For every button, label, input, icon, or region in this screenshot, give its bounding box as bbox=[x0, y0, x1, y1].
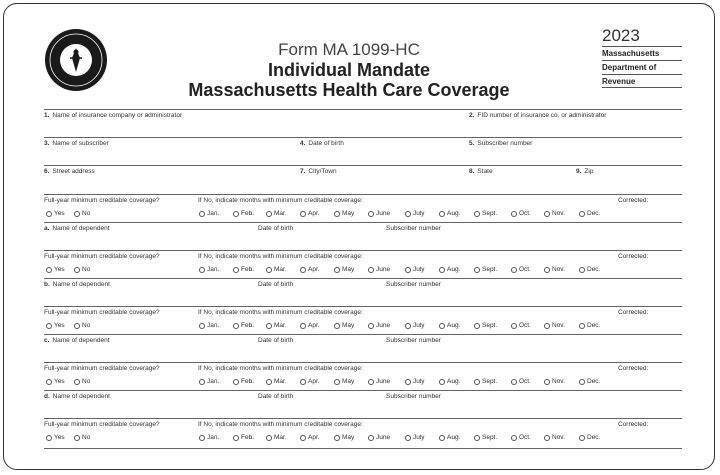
radio-circle-icon bbox=[233, 435, 239, 441]
option-label: Yes bbox=[54, 434, 65, 441]
option-label: Jan. bbox=[207, 434, 220, 441]
option-label: Yes bbox=[54, 210, 65, 217]
month-radio[interactable] bbox=[266, 210, 287, 217]
divider bbox=[44, 194, 682, 195]
dependent-dob-field[interactable]: Date of birth bbox=[258, 337, 294, 344]
radio-circle-icon bbox=[334, 323, 340, 329]
full-year-no-radio[interactable] bbox=[74, 210, 90, 217]
radio-circle-icon bbox=[334, 211, 340, 217]
option-label: Aug. bbox=[447, 322, 461, 329]
month-radio[interactable] bbox=[300, 378, 320, 385]
month-radio[interactable] bbox=[266, 434, 287, 441]
option-label: Mar. bbox=[274, 378, 287, 385]
option-label: Feb. bbox=[241, 210, 255, 217]
corrected-label[interactable]: Corrected: bbox=[618, 365, 649, 372]
divider bbox=[44, 362, 682, 363]
month-radio[interactable] bbox=[300, 210, 320, 217]
option-label: Nov. bbox=[552, 266, 565, 273]
dependent-subscriber-number-field[interactable]: Subscriber number bbox=[386, 281, 441, 288]
corrected-label[interactable]: Corrected: bbox=[618, 421, 649, 428]
full-year-yes-radio[interactable] bbox=[46, 210, 65, 217]
radio-circle-icon bbox=[300, 323, 306, 329]
month-radio[interactable] bbox=[233, 434, 254, 441]
months-prompt: If No, indicate months with minimum creditable coverage: bbox=[198, 197, 363, 204]
divider bbox=[44, 250, 682, 251]
month-radio[interactable] bbox=[300, 266, 320, 273]
option-label: Oct. bbox=[519, 266, 531, 273]
full-year-no-radio[interactable] bbox=[74, 266, 90, 273]
divider bbox=[44, 165, 682, 166]
radio-circle-icon bbox=[405, 435, 411, 441]
month-radio[interactable] bbox=[474, 322, 497, 329]
radio-circle-icon bbox=[74, 435, 80, 441]
month-radio[interactable] bbox=[544, 434, 565, 441]
radio-circle-icon bbox=[474, 211, 480, 217]
full-year-question: Full-year minimum creditable coverage? bbox=[44, 365, 160, 372]
month-radio[interactable] bbox=[544, 266, 565, 273]
department-line: Department of bbox=[602, 60, 682, 73]
month-radio[interactable] bbox=[439, 378, 460, 385]
radio-circle-icon bbox=[439, 379, 445, 385]
radio-circle-icon bbox=[74, 379, 80, 385]
option-label: Apr. bbox=[308, 266, 320, 273]
month-radio[interactable] bbox=[233, 210, 254, 217]
radio-circle-icon bbox=[405, 267, 411, 273]
radio-circle-icon bbox=[439, 435, 445, 441]
radio-circle-icon bbox=[233, 267, 239, 273]
city-field[interactable]: 7. City/Town bbox=[300, 168, 337, 175]
radio-circle-icon bbox=[266, 267, 272, 273]
radio-circle-icon bbox=[368, 379, 374, 385]
radio-circle-icon bbox=[439, 267, 445, 273]
radio-circle-icon bbox=[544, 379, 550, 385]
option-label: No bbox=[82, 210, 91, 217]
month-radio[interactable] bbox=[405, 322, 425, 329]
option-label: May bbox=[342, 266, 355, 273]
month-radio[interactable] bbox=[474, 266, 497, 273]
radio-circle-icon bbox=[334, 435, 340, 441]
title-line-1: Individual Mandate bbox=[267, 60, 431, 80]
dependent-name-field[interactable]: c. Name of dependent bbox=[44, 337, 110, 344]
months-prompt: If No, indicate months with minimum creditable coverage: bbox=[198, 309, 363, 316]
divider bbox=[44, 306, 682, 307]
month-radio[interactable] bbox=[405, 210, 425, 217]
month-radio[interactable] bbox=[199, 378, 219, 385]
option-label: Aug. bbox=[447, 434, 461, 441]
option-label: Oct. bbox=[519, 378, 531, 385]
dependent-name-field[interactable]: a. Name of dependent bbox=[44, 225, 110, 232]
month-radio[interactable] bbox=[266, 322, 287, 329]
radio-circle-icon bbox=[74, 211, 80, 217]
month-radio[interactable] bbox=[579, 266, 600, 273]
option-label: July bbox=[413, 378, 425, 385]
month-radio[interactable] bbox=[266, 378, 287, 385]
option-label: Mar. bbox=[274, 434, 287, 441]
radio-circle-icon bbox=[579, 435, 585, 441]
option-label: Yes bbox=[54, 266, 65, 273]
option-label: Aug. bbox=[447, 210, 461, 217]
radio-circle-icon bbox=[266, 379, 272, 385]
month-radio[interactable] bbox=[334, 434, 354, 441]
department-block bbox=[602, 46, 682, 89]
option-label: No bbox=[82, 266, 91, 273]
tax-year: 2023 bbox=[602, 26, 640, 45]
option-label: Sept. bbox=[482, 266, 498, 273]
month-radio[interactable] bbox=[199, 210, 219, 217]
option-label: Feb. bbox=[241, 266, 255, 273]
radio-circle-icon bbox=[46, 323, 52, 329]
month-radio[interactable] bbox=[334, 210, 354, 217]
zip-field[interactable]: 9. Zip bbox=[576, 168, 594, 175]
month-radio[interactable] bbox=[368, 434, 390, 441]
month-radio[interactable] bbox=[368, 210, 390, 217]
radio-circle-icon bbox=[405, 211, 411, 217]
month-radio[interactable] bbox=[233, 322, 254, 329]
radio-circle-icon bbox=[474, 323, 480, 329]
month-radio[interactable] bbox=[368, 322, 390, 329]
divider bbox=[44, 278, 682, 279]
month-radio[interactable] bbox=[233, 378, 254, 385]
option-label: Apr. bbox=[308, 434, 320, 441]
month-radio[interactable] bbox=[579, 210, 600, 217]
months-prompt: If No, indicate months with minimum creditable coverage: bbox=[198, 253, 363, 260]
option-label: Oct. bbox=[519, 322, 531, 329]
full-year-question: Full-year minimum creditable coverage? bbox=[44, 309, 160, 316]
radio-circle-icon bbox=[199, 323, 205, 329]
dependent-dob-field[interactable]: Date of birth bbox=[258, 393, 294, 400]
divider bbox=[44, 418, 682, 419]
month-radio[interactable] bbox=[334, 378, 354, 385]
form-number: Form MA 1099-HC bbox=[278, 40, 420, 59]
option-label: May bbox=[342, 378, 355, 385]
month-radio[interactable] bbox=[405, 266, 425, 273]
month-radio[interactable] bbox=[368, 378, 390, 385]
subscriber-name-field[interactable]: 3. Name of subscriber bbox=[44, 140, 109, 147]
option-label: May bbox=[342, 322, 355, 329]
dependent-name-field[interactable]: d. Name of dependent bbox=[44, 393, 110, 400]
option-label: Jan. bbox=[207, 210, 220, 217]
divider bbox=[44, 137, 682, 138]
dependent-dob-field[interactable]: Date of birth bbox=[258, 225, 294, 232]
radio-circle-icon bbox=[368, 267, 374, 273]
month-radio[interactable] bbox=[544, 378, 565, 385]
option-label: June bbox=[376, 378, 391, 385]
radio-circle-icon bbox=[544, 435, 550, 441]
option-label: Dec. bbox=[587, 266, 601, 273]
radio-circle-icon bbox=[579, 211, 585, 217]
month-radio[interactable] bbox=[266, 266, 287, 273]
radio-circle-icon bbox=[474, 435, 480, 441]
month-radio[interactable] bbox=[474, 210, 497, 217]
option-label: Dec. bbox=[587, 322, 601, 329]
option-label: No bbox=[82, 434, 91, 441]
month-radio[interactable] bbox=[199, 322, 219, 329]
option-label: Nov. bbox=[552, 210, 565, 217]
month-radio[interactable] bbox=[233, 266, 254, 273]
month-radio[interactable] bbox=[199, 266, 219, 273]
option-label: Apr. bbox=[308, 378, 320, 385]
option-label: Jan. bbox=[207, 266, 220, 273]
full-year-yes-radio[interactable] bbox=[46, 378, 65, 385]
option-label: July bbox=[413, 434, 425, 441]
subscriber-dob-field[interactable]: 4. Date of birth bbox=[300, 140, 344, 147]
month-radio[interactable] bbox=[334, 322, 354, 329]
option-label: June bbox=[376, 210, 391, 217]
option-label: Sept. bbox=[482, 378, 498, 385]
radio-circle-icon bbox=[511, 267, 517, 273]
radio-circle-icon bbox=[474, 267, 480, 273]
option-label: May bbox=[342, 210, 355, 217]
full-year-question: Full-year minimum creditable coverage? bbox=[44, 197, 160, 204]
option-label: June bbox=[376, 266, 391, 273]
insurer-name-field[interactable]: 1. Name of insurance company or administrator bbox=[44, 112, 183, 119]
dependent-dob-field[interactable]: Date of birth bbox=[258, 281, 294, 288]
radio-circle-icon bbox=[199, 267, 205, 273]
radio-circle-icon bbox=[46, 267, 52, 273]
months-prompt: If No, indicate months with minimum creditable coverage: bbox=[198, 421, 363, 428]
option-label: Aug. bbox=[447, 266, 461, 273]
radio-circle-icon bbox=[511, 211, 517, 217]
option-label: July bbox=[413, 210, 425, 217]
month-radio[interactable] bbox=[579, 378, 600, 385]
month-radio[interactable] bbox=[368, 266, 390, 273]
option-label: July bbox=[413, 322, 425, 329]
dependent-subscriber-number-field[interactable]: Subscriber number bbox=[386, 225, 441, 232]
option-label: Feb. bbox=[241, 322, 255, 329]
option-label: Dec. bbox=[587, 434, 601, 441]
radio-circle-icon bbox=[368, 435, 374, 441]
radio-circle-icon bbox=[368, 211, 374, 217]
month-radio[interactable] bbox=[405, 378, 425, 385]
option-label: Oct. bbox=[519, 210, 531, 217]
option-label: Mar. bbox=[274, 322, 287, 329]
state-field[interactable]: 8. State bbox=[469, 168, 493, 175]
option-label: Sept. bbox=[482, 322, 498, 329]
month-radio[interactable] bbox=[474, 378, 497, 385]
radio-circle-icon bbox=[474, 379, 480, 385]
option-label: Dec. bbox=[587, 210, 601, 217]
option-label: Apr. bbox=[308, 210, 320, 217]
radio-circle-icon bbox=[334, 379, 340, 385]
option-label: May bbox=[342, 434, 355, 441]
corrected-label[interactable]: Corrected: bbox=[618, 197, 649, 204]
radio-circle-icon bbox=[579, 379, 585, 385]
radio-circle-icon bbox=[266, 211, 272, 217]
subscriber-number-field[interactable]: 5. Subscriber number bbox=[469, 140, 533, 147]
radio-circle-icon bbox=[405, 323, 411, 329]
divider bbox=[44, 390, 682, 391]
month-radio[interactable] bbox=[439, 266, 460, 273]
option-label: No bbox=[82, 378, 91, 385]
option-label: Mar. bbox=[274, 266, 287, 273]
full-year-yes-radio[interactable] bbox=[46, 322, 65, 329]
month-radio[interactable] bbox=[579, 322, 600, 329]
full-year-yes-radio[interactable] bbox=[46, 266, 65, 273]
title-line-2: Massachusetts Health Care Coverage bbox=[188, 80, 510, 100]
radio-circle-icon bbox=[46, 435, 52, 441]
full-year-no-radio[interactable] bbox=[74, 322, 90, 329]
radio-circle-icon bbox=[544, 267, 550, 273]
month-radio[interactable] bbox=[474, 434, 497, 441]
month-radio[interactable] bbox=[579, 434, 600, 441]
radio-circle-icon bbox=[439, 323, 445, 329]
option-label: July bbox=[413, 266, 425, 273]
corrected-label[interactable]: Corrected: bbox=[618, 309, 649, 316]
month-radio[interactable] bbox=[334, 266, 354, 273]
radio-circle-icon bbox=[300, 435, 306, 441]
radio-circle-icon bbox=[511, 379, 517, 385]
option-label: Yes bbox=[54, 322, 65, 329]
month-radio[interactable] bbox=[405, 434, 425, 441]
month-radio[interactable] bbox=[439, 322, 460, 329]
month-radio[interactable] bbox=[300, 434, 320, 441]
option-label: No bbox=[82, 322, 91, 329]
full-year-yes-radio[interactable] bbox=[46, 434, 65, 441]
month-radio[interactable] bbox=[439, 434, 460, 441]
option-label: Feb. bbox=[241, 434, 255, 441]
divider bbox=[44, 334, 682, 335]
radio-circle-icon bbox=[46, 211, 52, 217]
massachusetts-seal-icon bbox=[44, 28, 108, 92]
radio-circle-icon bbox=[579, 267, 585, 273]
month-radio[interactable] bbox=[544, 322, 565, 329]
divider bbox=[44, 448, 682, 449]
radio-circle-icon bbox=[544, 211, 550, 217]
radio-circle-icon bbox=[74, 323, 80, 329]
month-radio[interactable] bbox=[511, 210, 531, 217]
radio-circle-icon bbox=[300, 379, 306, 385]
insurer-fid-field[interactable]: 2. FID number of insurance co. or administrator bbox=[469, 112, 607, 119]
month-radio[interactable] bbox=[511, 266, 531, 273]
full-year-no-radio[interactable] bbox=[74, 378, 90, 385]
dependent-subscriber-number-field[interactable]: Subscriber number bbox=[386, 337, 441, 344]
option-label: Mar. bbox=[274, 210, 287, 217]
radio-circle-icon bbox=[74, 267, 80, 273]
department-line: Revenue bbox=[602, 74, 682, 88]
radio-circle-icon bbox=[199, 435, 205, 441]
dependent-subscriber-number-field[interactable]: Subscriber number bbox=[386, 393, 441, 400]
option-label: Oct. bbox=[519, 434, 531, 441]
divider bbox=[44, 222, 682, 223]
full-year-question: Full-year minimum creditable coverage? bbox=[44, 421, 160, 428]
radio-circle-icon bbox=[233, 379, 239, 385]
option-label: Nov. bbox=[552, 378, 565, 385]
radio-circle-icon bbox=[334, 267, 340, 273]
month-radio[interactable] bbox=[439, 210, 460, 217]
option-label: Apr. bbox=[308, 322, 320, 329]
radio-circle-icon bbox=[368, 323, 374, 329]
radio-circle-icon bbox=[579, 323, 585, 329]
option-label: June bbox=[376, 322, 391, 329]
title-block bbox=[184, 40, 514, 100]
radio-circle-icon bbox=[300, 267, 306, 273]
option-label: June bbox=[376, 434, 391, 441]
radio-circle-icon bbox=[46, 379, 52, 385]
option-label: Feb. bbox=[241, 378, 255, 385]
radio-circle-icon bbox=[544, 323, 550, 329]
month-radio[interactable] bbox=[199, 434, 219, 441]
option-label: Sept. bbox=[482, 434, 498, 441]
radio-circle-icon bbox=[233, 323, 239, 329]
radio-circle-icon bbox=[199, 211, 205, 217]
full-year-no-radio[interactable] bbox=[74, 434, 90, 441]
department-line: Massachusetts bbox=[602, 46, 682, 59]
radio-circle-icon bbox=[266, 435, 272, 441]
street-address-field[interactable]: 6. Street address bbox=[44, 168, 95, 175]
radio-circle-icon bbox=[405, 379, 411, 385]
radio-circle-icon bbox=[199, 379, 205, 385]
form-card bbox=[3, 3, 715, 470]
full-year-question: Full-year minimum creditable coverage? bbox=[44, 253, 160, 260]
dependent-name-field[interactable]: b. Name of dependent bbox=[44, 281, 110, 288]
option-label: Sept. bbox=[482, 210, 498, 217]
option-label: Jan. bbox=[207, 378, 220, 385]
option-label: Dec. bbox=[587, 378, 601, 385]
month-radio[interactable] bbox=[511, 322, 531, 329]
radio-circle-icon bbox=[511, 435, 517, 441]
divider bbox=[44, 109, 682, 110]
corrected-label[interactable]: Corrected: bbox=[618, 253, 649, 260]
option-label: Yes bbox=[54, 378, 65, 385]
month-radio[interactable] bbox=[511, 434, 531, 441]
radio-circle-icon bbox=[511, 323, 517, 329]
months-prompt: If No, indicate months with minimum creditable coverage: bbox=[198, 365, 363, 372]
month-radio[interactable] bbox=[511, 378, 531, 385]
radio-circle-icon bbox=[266, 323, 272, 329]
option-label: Nov. bbox=[552, 434, 565, 441]
month-radio[interactable] bbox=[544, 210, 565, 217]
radio-circle-icon bbox=[439, 211, 445, 217]
radio-circle-icon bbox=[300, 211, 306, 217]
option-label: Jan. bbox=[207, 322, 220, 329]
radio-circle-icon bbox=[233, 211, 239, 217]
month-radio[interactable] bbox=[300, 322, 320, 329]
option-label: Aug. bbox=[447, 378, 461, 385]
option-label: Nov. bbox=[552, 322, 565, 329]
